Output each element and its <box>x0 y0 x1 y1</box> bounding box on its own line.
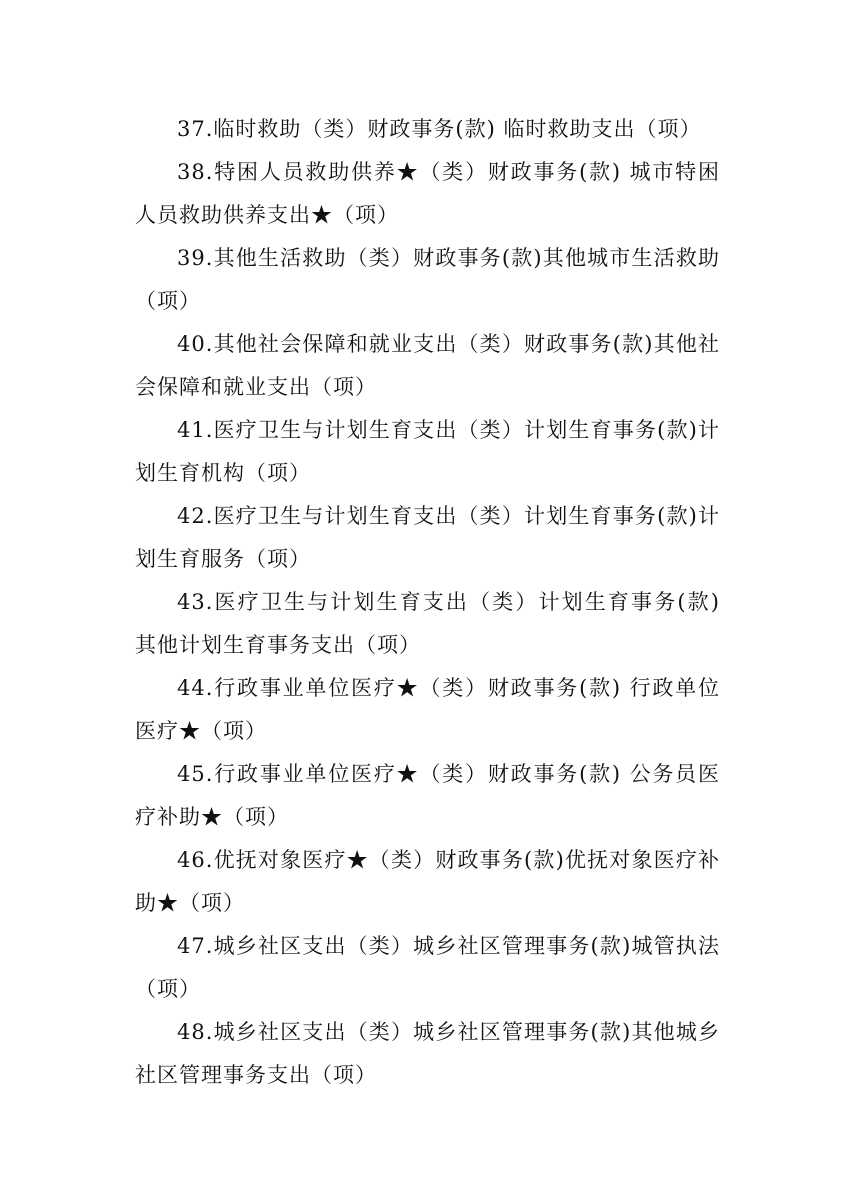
item-39: 39.其他生活救助（类）财政事务(款)其他城市生活救助（项） <box>135 246 720 313</box>
item-40: 40.其他社会保障和就业支出（类）财政事务(款)其他社会保障和就业支出（项） <box>135 332 720 399</box>
item-47: 47.城乡社区支出（类）城乡社区管理事务(款)城管执法（项） <box>135 934 720 1001</box>
item-44: 44.行政事业单位医疗★（类）财政事务(款) 行政单位医疗★（项） <box>135 676 720 743</box>
item-41: 41.医疗卫生与计划生育支出（类）计划生育事务(款)计划生育机构（项） <box>135 418 720 485</box>
item-46: 46.优抚对象医疗★（类）财政事务(款)优抚对象医疗补助★（项） <box>135 848 720 915</box>
item-37: 37.临时救助（类）财政事务(款) 临时救助支出（项） <box>177 117 702 141</box>
item-38: 38.特困人员救助供养★（类）财政事务(款) 城市特困人员救助供养支出★（项） <box>135 160 720 227</box>
item-42: 42.医疗卫生与计划生育支出（类）计划生育事务(款)计划生育服务（项） <box>135 504 720 571</box>
document-body <box>135 108 720 1097</box>
item-43: 43.医疗卫生与计划生育支出（类）计划生育事务(款) 其他计划生育事务支出（项） <box>135 590 720 657</box>
item-45: 45.行政事业单位医疗★（类）财政事务(款) 公务员医疗补助★（项） <box>135 762 720 829</box>
item-48: 48.城乡社区支出（类）城乡社区管理事务(款)其他城乡社区管理事务支出（项） <box>135 1020 720 1087</box>
